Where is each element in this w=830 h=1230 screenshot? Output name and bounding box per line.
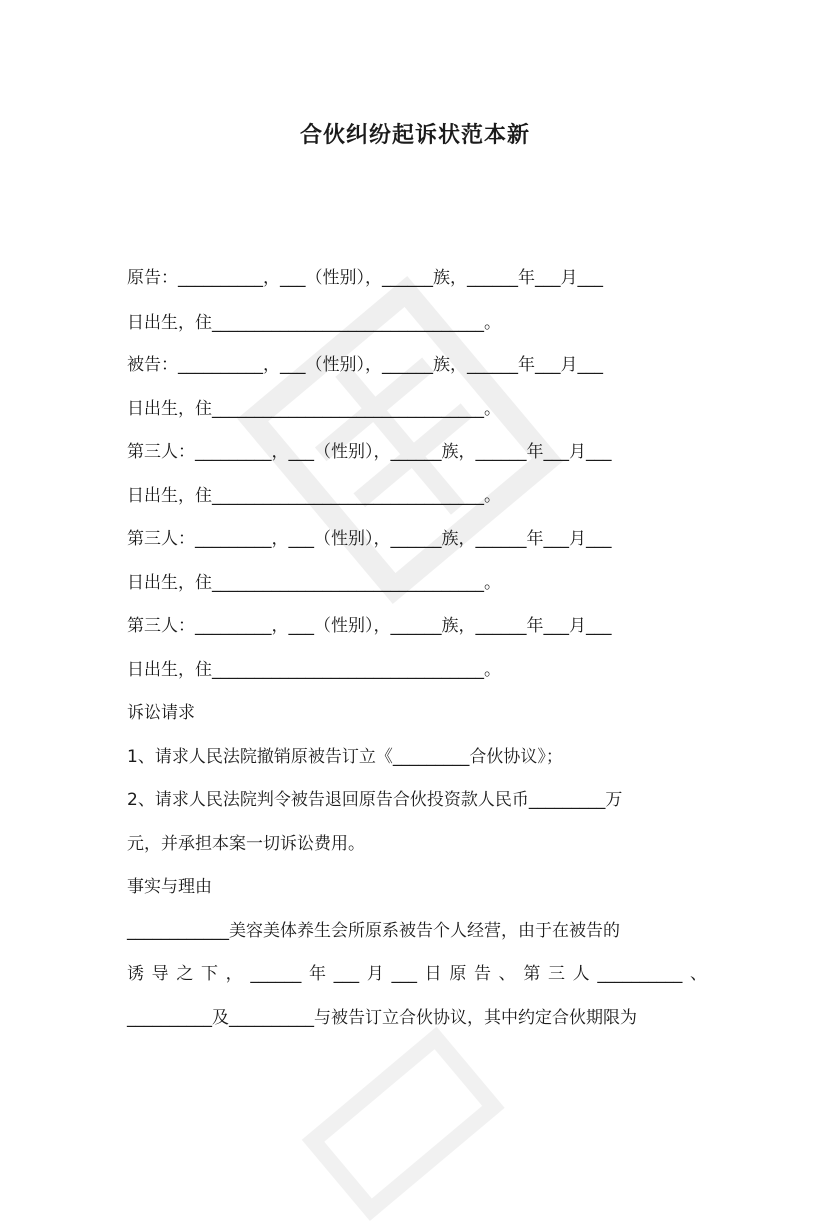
plaintiff-address-line: 日出生，住________________________________。: [127, 313, 501, 333]
document-title: 合伙纠纷起诉状范本新: [299, 123, 530, 148]
facts-paragraph-line-3: __________及__________与被告订立合伙协议，其中约定合伙期限为: [127, 1008, 637, 1028]
plaintiff-line: 原告：__________，___（性别），______族，______年___月___: [127, 268, 603, 288]
third-party-line-3: 第三人：_________，___（性别），______族，______年___月___: [127, 616, 612, 636]
section-heading-claims: 诉讼请求: [127, 703, 195, 723]
defendant-line: 被告：__________，___（性别），______族，______年___月___: [127, 355, 603, 375]
third-party-line-2: 第三人：_________，___（性别），______族，______年___月___: [127, 529, 612, 549]
third-party-address-line-1: 日出生，住________________________________。: [127, 486, 501, 506]
watermark-bottom: [285, 1010, 515, 1230]
claim-item-2: 2、请求人民法院判令被告退回原告合伙投资款人民币_________万: [127, 790, 623, 810]
third-party-line-1: 第三人：_________，___（性别），______族，______年___月___: [127, 442, 612, 462]
section-heading-facts: 事实与理由: [127, 877, 212, 897]
facts-paragraph-line-2: 诱导之下，______年___月___日原告、第三人__________、: [127, 964, 707, 984]
claim-item-2-continued: 元，并承担本案一切诉讼费用。: [127, 834, 365, 854]
facts-paragraph-line-1: ____________美容美体养生会所原系被告个人经营，由于在被告的: [127, 921, 620, 941]
defendant-address-line: 日出生，住________________________________。: [127, 399, 501, 419]
third-party-address-line-2: 日出生，住________________________________。: [127, 573, 501, 593]
claim-item-1: 1、请求人民法院撤销原被告订立《_________合伙协议》；: [127, 747, 563, 767]
third-party-address-line-3: 日出生，住________________________________。: [127, 660, 501, 680]
